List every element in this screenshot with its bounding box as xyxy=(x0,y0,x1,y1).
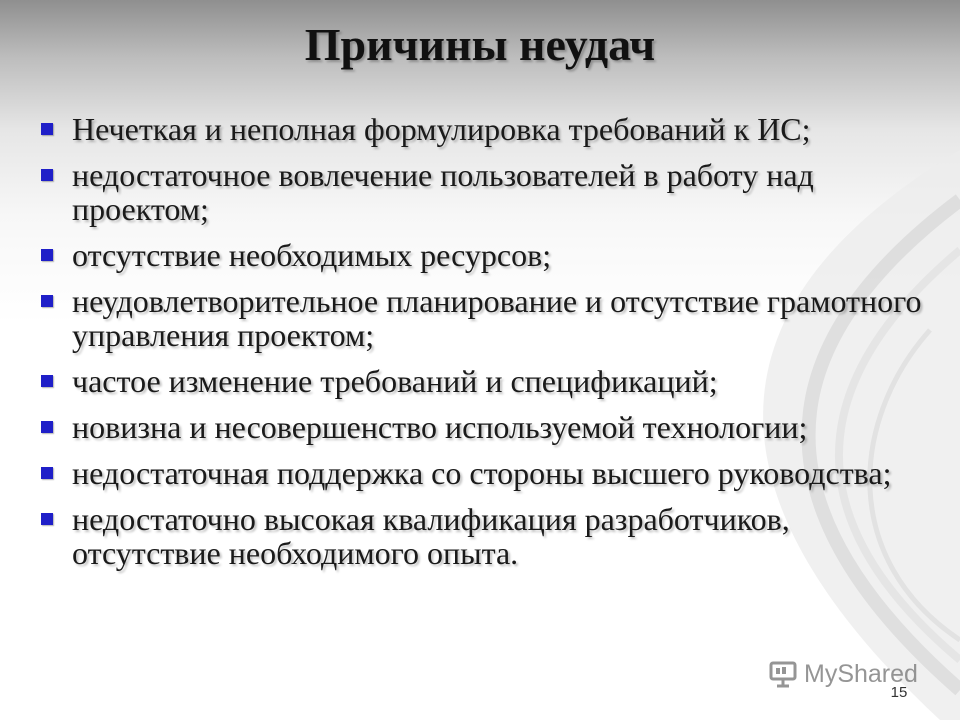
square-bullet-icon xyxy=(41,375,53,387)
square-bullet-icon xyxy=(41,123,53,135)
list-item-text: недостаточное вовлечение пользователей в работу над проектом; xyxy=(72,157,814,227)
square-bullet-icon xyxy=(41,295,53,307)
slide-title: Причины неудач xyxy=(304,19,656,70)
square-bullet-icon xyxy=(41,467,53,479)
watermark-text: MyShared xyxy=(804,659,918,688)
bullet-list xyxy=(36,112,926,582)
square-bullet-icon xyxy=(41,169,53,181)
list-item xyxy=(36,284,926,352)
list-item-text: недостаточная поддержка со стороны высшего руководства; xyxy=(72,455,892,491)
presentation-icon xyxy=(768,659,798,689)
list-item-text: недостаточно высокая квалификация разработчиков, отсутствие необходимого опыта. xyxy=(72,501,790,571)
list-item-text: неудовлетворительное планирование и отсутствие грамотного управления проектом; xyxy=(72,283,922,353)
list-item xyxy=(36,112,926,146)
page-number: 15 xyxy=(890,684,908,701)
square-bullet-icon xyxy=(41,421,53,433)
square-bullet-icon xyxy=(41,249,53,261)
list-item xyxy=(36,410,926,444)
list-item-text: отсутствие необходимых ресурсов; xyxy=(72,237,552,273)
list-item-text: частое изменение требований и спецификаций; xyxy=(72,363,718,399)
list-item xyxy=(36,456,926,490)
list-item xyxy=(36,502,926,570)
square-bullet-icon xyxy=(41,513,53,525)
list-item-text: Нечеткая и неполная формулировка требований к ИС; xyxy=(72,111,811,147)
list-item-text: новизна и несовершенство используемой технологии; xyxy=(72,409,808,445)
list-item xyxy=(36,158,926,226)
list-item xyxy=(36,364,926,398)
list-item xyxy=(36,238,926,272)
